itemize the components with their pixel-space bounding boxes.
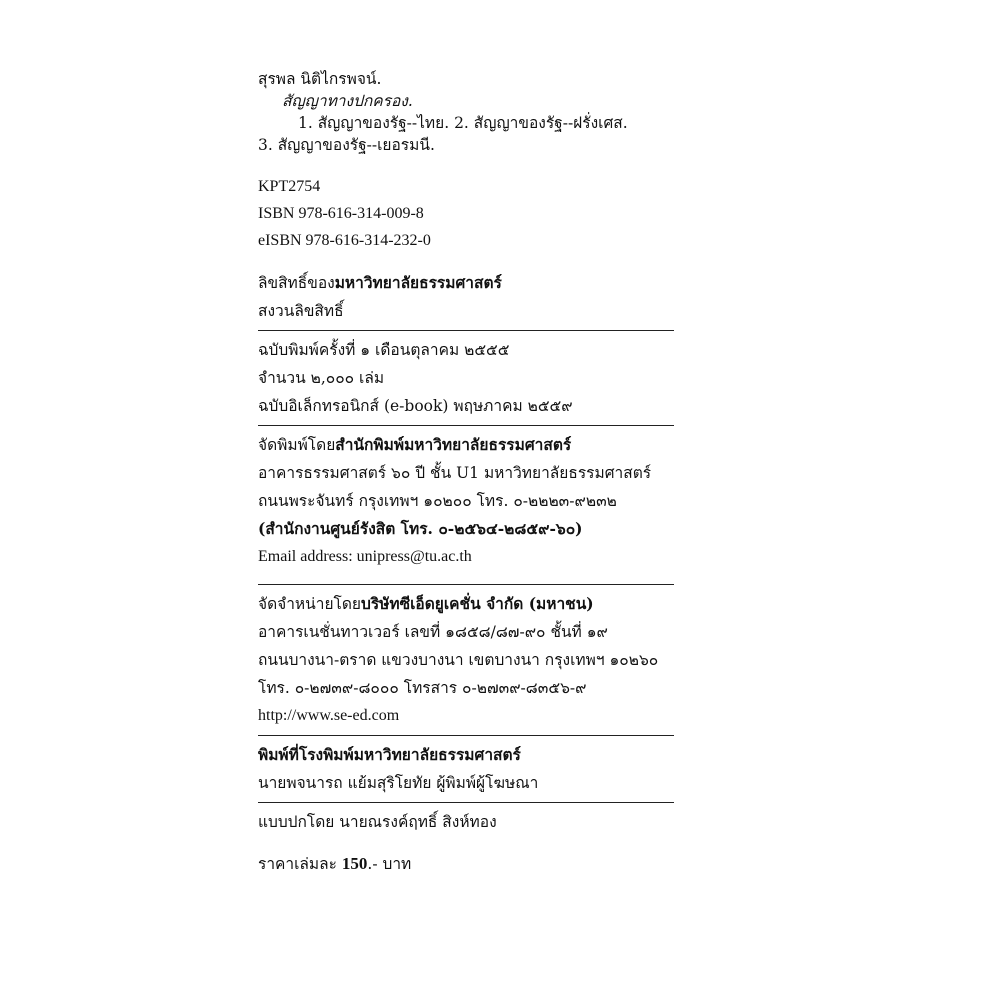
catalog-title: สัญญาทางปกครอง.	[282, 92, 413, 110]
publisher-prefix: จัดพิมพ์โดย	[258, 436, 336, 454]
copyright-owner-prefix: ลิขสิทธิ์ของ	[258, 274, 335, 292]
copyright-page	[258, 68, 676, 875]
printer-contact: นายพจนารถ แย้มสุริโยทัย ผู้พิมพ์ผู้โฆษณา	[258, 774, 539, 792]
edition-first-print: ฉบับพิมพ์ครั้งที่ ๑ เดือนตุลาคม ๒๕๕๕	[258, 341, 510, 359]
distributor-name: บริษัทซีเอ็ดยูเคชั่น จำกัด (มหาชน)	[361, 594, 594, 613]
catalog-subjects-line1: 1. สัญญาของรัฐ--ไทย. 2. สัญญาของรัฐ--ฝรั่งเศส.	[298, 114, 628, 132]
distributor-prefix: จัดจำหน่ายโดย	[258, 595, 362, 613]
copyright-owner-name: มหาวิทยาลัยธรรมศาสตร์	[334, 273, 502, 292]
catalog-author: สุรพล นิติไกรพจน์.	[258, 70, 382, 88]
distributor-phone: โทร. ๐-๒๗๓๙-๘๐๐๐ โทรสาร ๐-๒๗๓๙-๘๓๕๖-๙	[258, 679, 587, 697]
distributor-address1: อาคารเนชั่นทาวเวอร์ เลขที่ ๑๘๕๘/๘๗-๙๐ ชั้นที่ ๑๙	[258, 623, 608, 641]
publisher-name: สำนักพิมพ์มหาวิทยาลัยธรรมศาสตร์	[335, 435, 572, 454]
price-suffix: .- บาท	[367, 855, 412, 873]
price	[258, 853, 676, 875]
publisher-rangsit: (สำนักงานศูนย์รังสิต โทร. ๐-๒๕๖๔-๒๘๕๙-๖๐)	[258, 519, 583, 538]
price-amount: 150	[341, 854, 368, 873]
eisbn: eISBN 978-616-314-232-0	[258, 232, 431, 249]
price-prefix: ราคาเล่มละ	[258, 855, 337, 873]
distributor-heading	[258, 593, 676, 615]
isbn: ISBN 978-616-314-009-8	[258, 205, 424, 222]
edition-quantity: จำนวน ๒,๐๐๐ เล่ม	[258, 369, 385, 387]
printer-name: พิมพ์ที่โรงพิมพ์มหาวิทยาลัยธรรมศาสตร์	[258, 745, 521, 764]
copyright-rights: สงวนลิขสิทธิ์	[258, 302, 344, 320]
catalog-subjects-line2: 3. สัญญาของรัฐ--เยอรมนี.	[258, 136, 435, 154]
copyright-owner	[258, 272, 676, 294]
publisher-address2: ถนนพระจันทร์ กรุงเทพฯ ๑๐๒๐๐ โทร. ๐-๒๒๒๓-๙๒๓๒	[258, 492, 617, 510]
edition-ebook: ฉบับอิเล็กทรอนิกส์ (e-book) พฤษภาคม ๒๕๕๙	[258, 397, 573, 415]
publisher-heading	[258, 434, 676, 456]
distributor-address2: ถนนบางนา-ตราด แขวงบางนา เขตบางนา กรุงเทพฯ ๑๐๒๖๐	[258, 651, 659, 669]
call-number: KPT2754	[258, 178, 321, 195]
publisher-address1: อาคารธรรมศาสตร์ ๖๐ ปี ชั้น U1 มหาวิทยาลัยธรรมศาสตร์	[258, 464, 652, 482]
publisher-email: Email address: unipress@tu.ac.th	[258, 548, 472, 565]
cover-designer: แบบปกโดย นายณรงค์ฤทธิ์ สิงห์ทอง	[258, 813, 497, 831]
distributor-website[interactable]: http://www.se-ed.com	[258, 707, 400, 724]
